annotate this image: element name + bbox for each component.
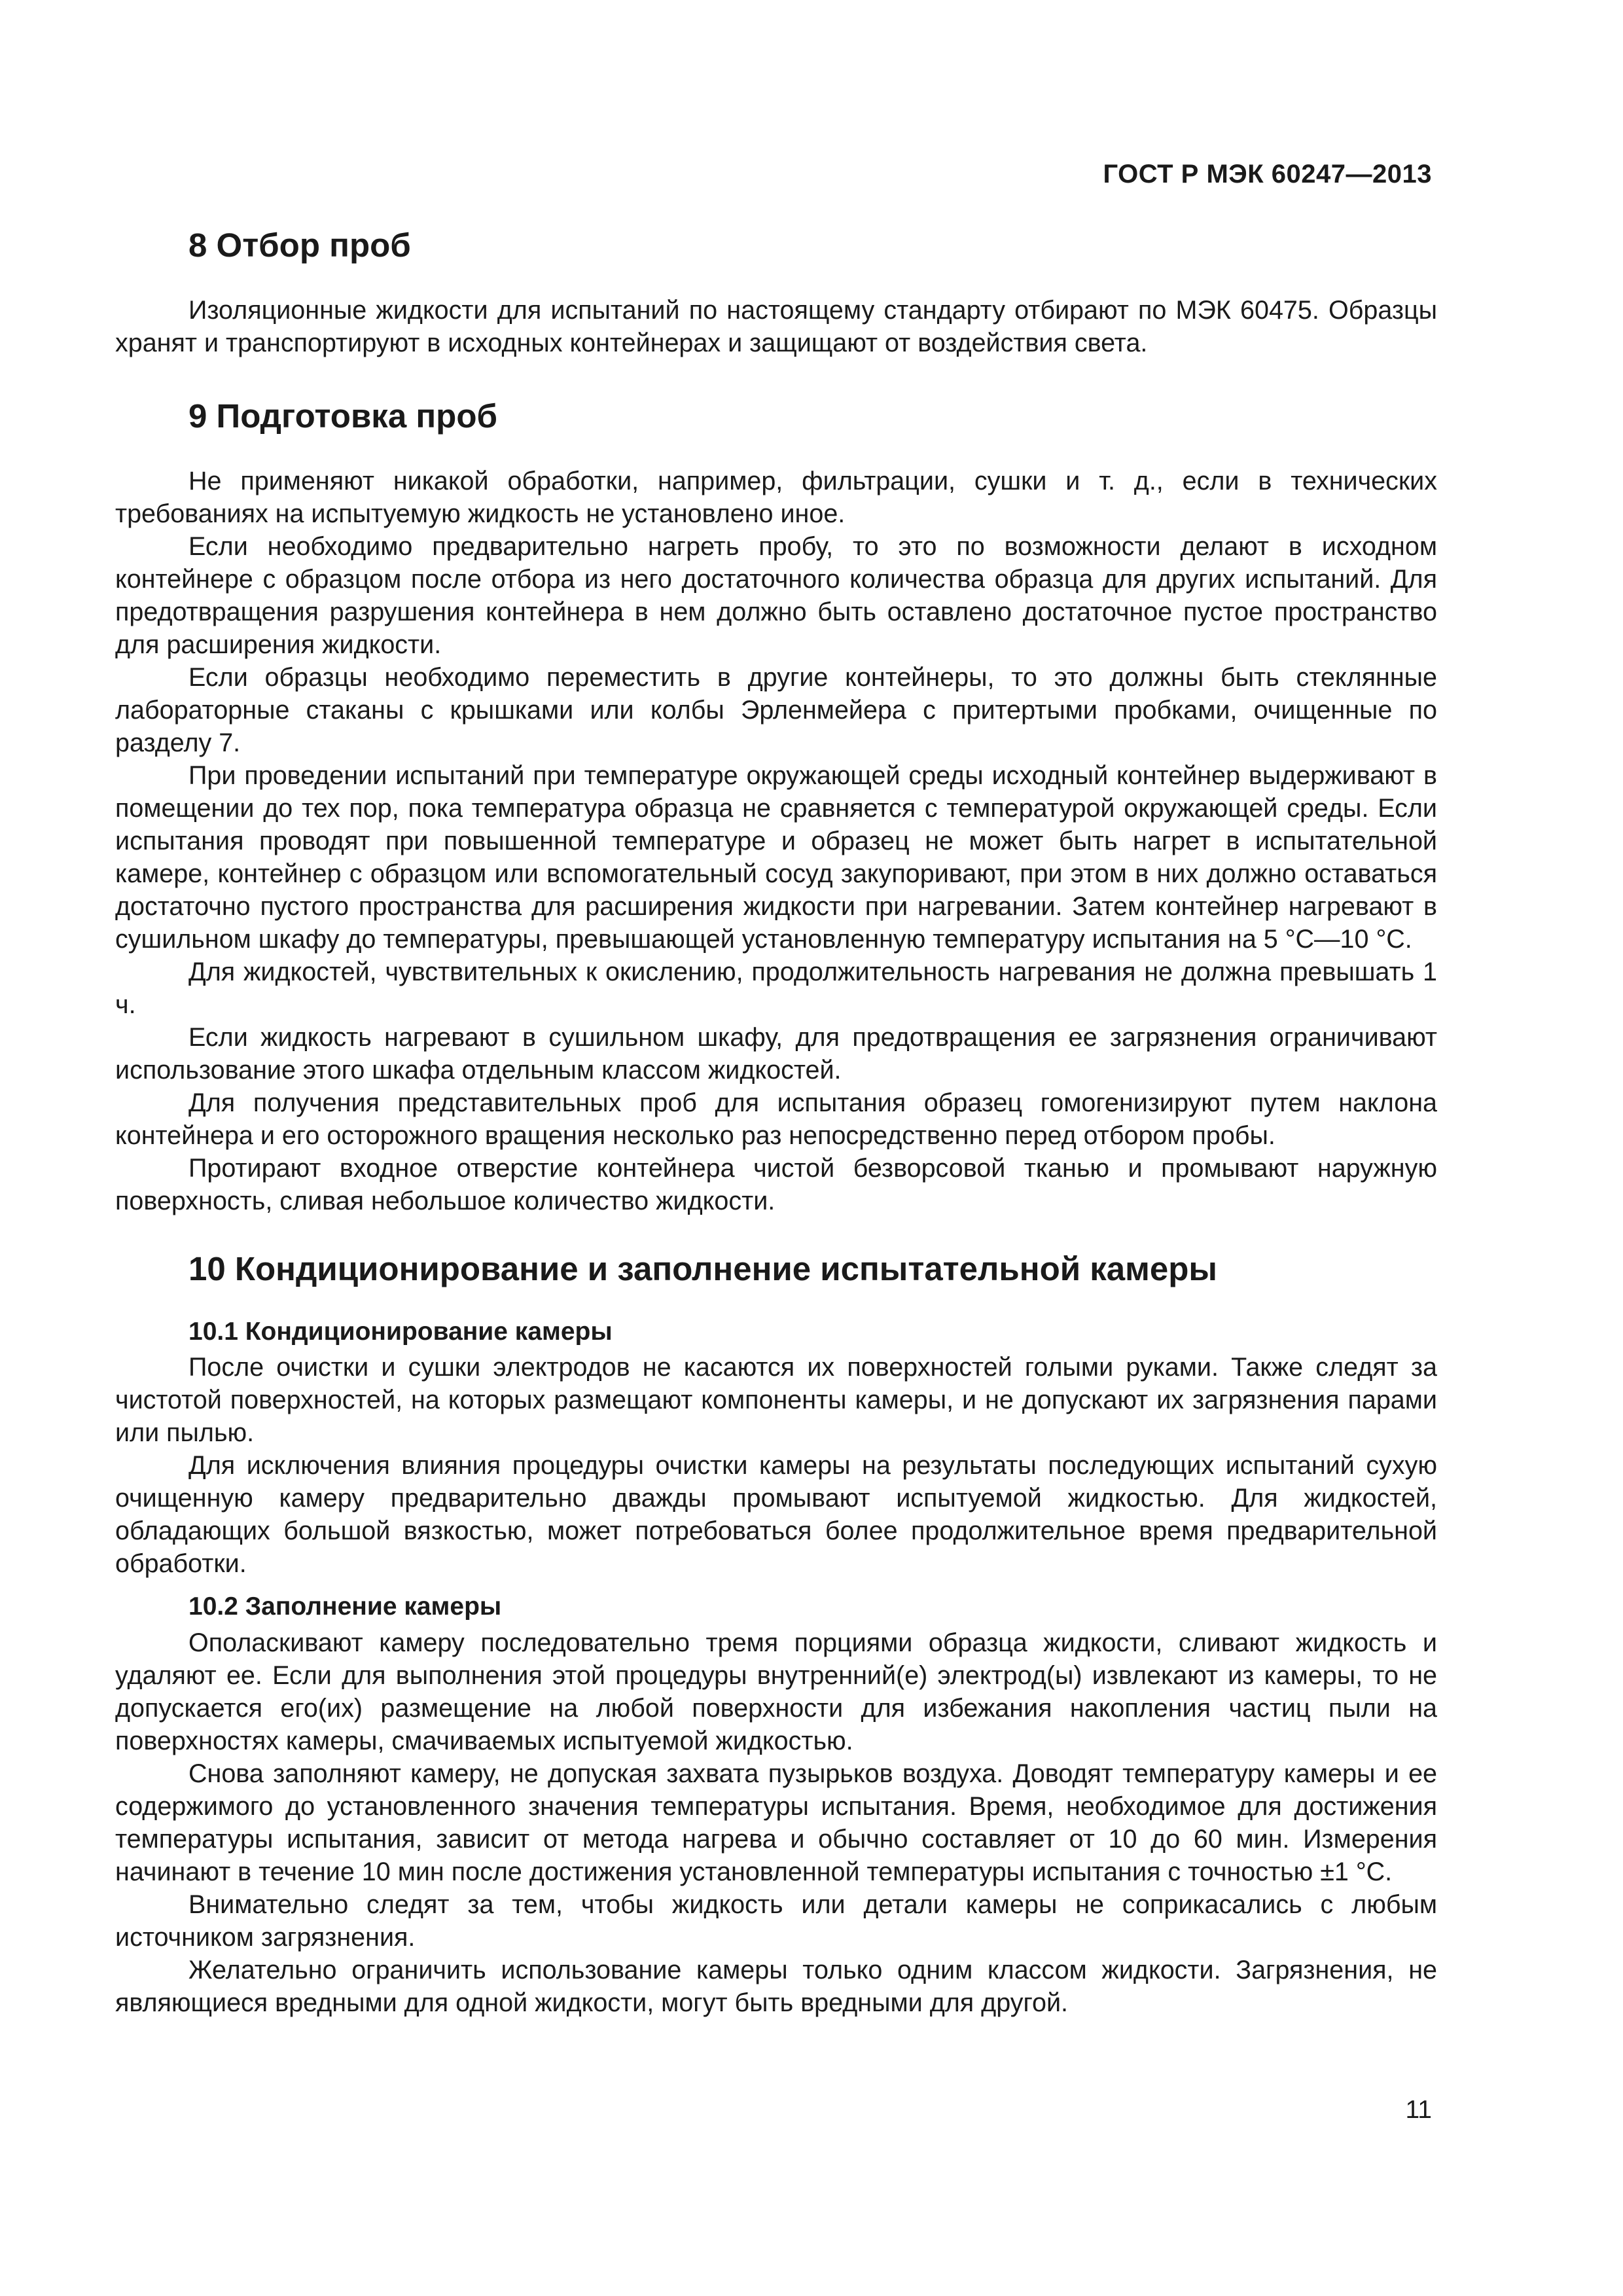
section-9-paragraph: Если необходимо предварительно нагреть пробу, то это по возможности делают в исходном контейнере с образцом после отбора из него достаточного количества образца для других испытаний. Для предотвращения разрушения контейнера в нем должно быть оставлено достаточное пустое пространство для расширения жидкости. [115, 532, 1437, 660]
section-9-paragraph: Для жидкостей, чувствительных к окислению, продолжительность нагревания не должна превышать 1 ч. [115, 958, 1437, 1020]
subsection-10-2-paragraph: Внимательно следят за тем, чтобы жидкость или детали камеры не соприкасались с любым источником загрязнения. [115, 1890, 1437, 1952]
page-number: 11 [1405, 2096, 1432, 2124]
subsection-10-2-paragraph: Ополаскивают камеру последовательно тремя порциями образца жидкости, сливают жидкость и удаляют ее. Если для выполнения этой процедуры внутренний(е) электрод(ы) извлекают из камеры, то не допускается его(их) размещение на любой поверхности для избежания накопления частиц пыли на поверхностях камеры, смачиваемых испытуемой жидкостью. [115, 1628, 1437, 1755]
section-9-paragraph: При проведении испытаний при температуре окружающей среды исходный контейнер выдерживают в помещении до тех пор, пока температура образца не сравняется с температурой окружающей среды. Если испытания проводят при повышенной температуре и образец не может быть нагрет в испытательной камере, контейнер с образцом или вспомогательный сосуд закупоривают, при этом в них должно оставаться достаточно пустого пространства для расширения жидкости при нагревании. Затем контейнер нагревают в сушильном шкафу до температуры, превышающей установленную температуру испытания на 5 °С—10 °С. [115, 761, 1437, 954]
subsection-10-2-paragraph: Желательно ограничить использование камеры только одним классом жидкости. Загрязнения, не являющиеся вредными для одной жидкости, могут быть вредными для другой. [115, 1955, 1437, 2017]
section-9-paragraph: Не применяют никакой обработки, например, фильтрации, сушки и т. д., если в технических требованиях на испытуемую жидкость не установлено иное. [115, 467, 1437, 529]
section-9-paragraph: Для получения представительных проб для испытания образец гомогенизируют путем наклона контейнера и его осторожного вращения несколько раз непосредственно перед отбором пробы. [115, 1088, 1437, 1151]
section-9-heading: 9 Подготовка проб [188, 397, 497, 435]
subsection-10-2-heading: 10.2 Заполнение камеры [188, 1592, 502, 1621]
section-9-paragraph: Если жидкость нагревают в сушильном шкафу, для предотвращения ее загрязнения ограничивают использование этого шкафа отдельным классом жидкостей. [115, 1023, 1437, 1085]
subsection-10-1-paragraph: Для исключения влияния процедуры очистки камеры на результаты последующих испытаний сухую очищенную камеру предварительно дважды промывают испытуемой жидкостью. Для жидкостей, обладающих большой вязкостью, может потребоваться более продолжительное время предварительной обработки. [115, 1451, 1437, 1579]
section-8-heading: 8 Отбор проб [188, 226, 411, 264]
document-id: ГОСТ Р МЭК 60247—2013 [1103, 160, 1432, 188]
section-10-heading: 10 Кондиционирование и заполнение испытательной камеры [188, 1250, 1217, 1288]
subsection-10-1-heading: 10.1 Кондиционирование камеры [188, 1317, 613, 1346]
section-9-paragraph: Протирают входное отверстие контейнера чистой безворсовой тканью и промывают наружную поверхность, сливая небольшое количество жидкости. [115, 1154, 1437, 1216]
subsection-10-1-paragraph: После очистки и сушки электродов не касаются их поверхностей голыми руками. Также следят за чистотой поверхностей, на которых размещают компоненты камеры, и не допускают их загрязнения парами или пылью. [115, 1353, 1437, 1448]
page-body [115, 225, 1437, 2019]
subsection-10-2-paragraph: Снова заполняют камеру, не допуская захвата пузырьков воздуха. Доводят температуру камеры и ее содержимого до установленного значения температуры испытания. Время, необходимое для достижения температуры испытания, зависит от метода нагрева и обычно составляет от 10 до 60 мин. Измерения начинают в течение 10 мин после достижения установленной температуры испытания с точностью ±1 °С. [115, 1759, 1437, 1886]
section-9-paragraph: Если образцы необходимо переместить в другие контейнеры, то это должны быть стеклянные лабораторные стаканы с крышками или колбы Эрленмейера с притертыми пробками, очищенные по разделу 7. [115, 663, 1437, 758]
section-8-paragraph: Изоляционные жидкости для испытаний по настоящему стандарту отбирают по МЭК 60475. Образцы хранят и транспортируют в исходных контейнерах и защищают от воздействия света. [115, 296, 1437, 358]
